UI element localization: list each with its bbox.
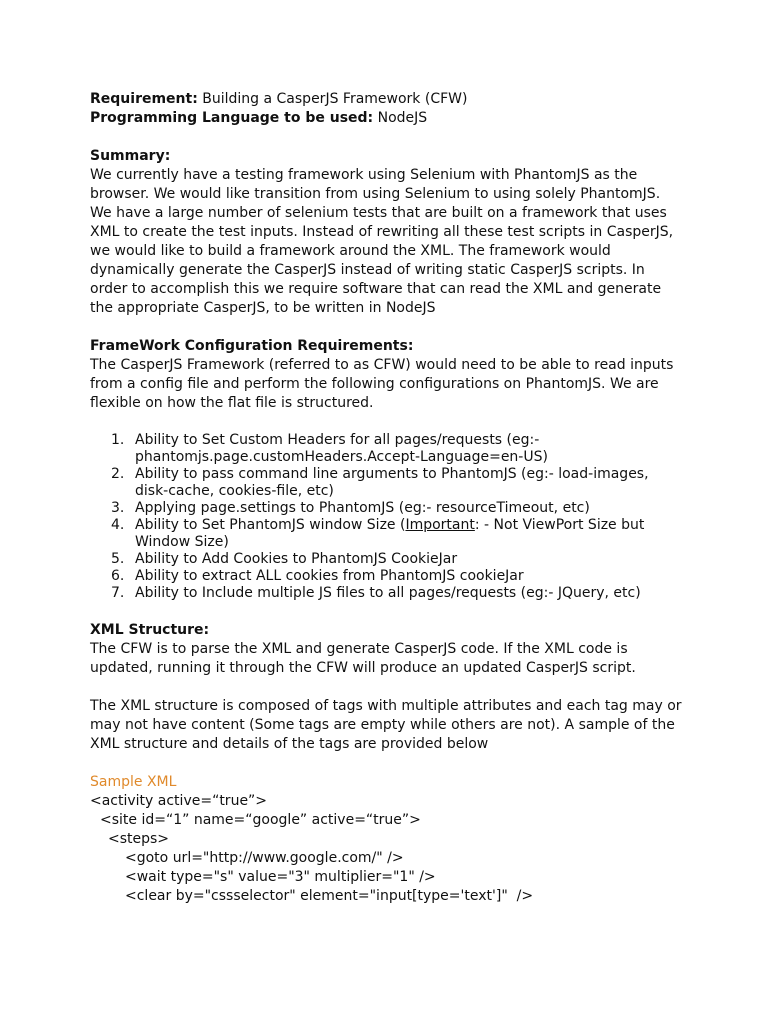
xml-line: XML structure and details of the tags are provided below xyxy=(90,736,489,752)
list-item xyxy=(90,568,690,585)
summary-paragraph xyxy=(90,166,690,318)
language-value: NodeJS xyxy=(373,110,428,126)
important-underlined: Important xyxy=(405,517,475,533)
code-line: <site id=“1” name=“google” active=“true”> xyxy=(100,812,421,828)
config-paragraph xyxy=(90,356,690,413)
list-number: 5. xyxy=(111,551,125,567)
list-number: 2. xyxy=(111,466,125,482)
summary-line: dynamically generate the CasperJS instead of writing static CasperJS scripts. In xyxy=(90,262,645,278)
list-item-text: Window Size) xyxy=(135,534,229,550)
summary-line: XML to create the test inputs. Instead of rewriting all these test scripts in CasperJS, xyxy=(90,224,674,240)
config-requirements-list xyxy=(90,432,690,602)
list-item xyxy=(90,517,690,551)
list-item-text: Applying page.settings to PhantomJS (eg:- resourceTimeout, etc) xyxy=(135,500,590,516)
list-number: 3. xyxy=(111,500,125,516)
code-line: <steps> xyxy=(108,831,170,847)
summary-line: We currently have a testing framework using Selenium with PhantomJS as the xyxy=(90,167,638,183)
list-number: 6. xyxy=(111,568,125,584)
requirement-label: Requirement: xyxy=(90,91,198,107)
summary-line: we would like to build a framework around the XML. The framework would xyxy=(90,243,611,259)
list-item-text xyxy=(135,517,690,534)
xml-line: updated, running it through the CFW will produce an updated CasperJS script. xyxy=(90,660,636,676)
list-number: 1. xyxy=(111,432,125,448)
language-label: Programming Language to be used: xyxy=(90,110,374,126)
list-item xyxy=(90,551,690,568)
config-line: The CasperJS Framework (referred to as CFW) would need to be able to read inputs xyxy=(90,357,674,373)
spacer xyxy=(90,678,690,697)
summary-line: order to accomplish this we require software that can read the XML and generate xyxy=(90,281,662,297)
spacer xyxy=(90,128,690,147)
xml-line: The CFW is to parse the XML and generate CasperJS code. If the XML code is xyxy=(90,641,628,657)
list-number: 4. xyxy=(111,517,125,533)
document-page xyxy=(90,90,690,906)
code-line: <goto url="http://www.google.com/" /> xyxy=(125,850,404,866)
xml-line: The XML structure is composed of tags with multiple attributes and each tag may or xyxy=(90,698,682,714)
config-line: flexible on how the flat file is structured. xyxy=(90,395,374,411)
list-item xyxy=(90,585,690,602)
list-number: 7. xyxy=(111,585,125,601)
code-line: <clear by="cssselector" element="input[type='text']" /> xyxy=(125,888,534,904)
list-item-text: Ability to Add Cookies to PhantomJS CookieJar xyxy=(135,551,458,567)
list-item xyxy=(90,432,690,466)
requirement-line xyxy=(90,90,690,109)
requirement-value: Building a CasperJS Framework (CFW) xyxy=(197,91,468,107)
summary-heading: Summary: xyxy=(90,148,171,164)
spacer xyxy=(90,413,690,432)
summary-line: browser. We would like transition from using Selenium to using solely PhantomJS. xyxy=(90,186,661,202)
list-item-text: disk-cache, cookies-file, etc) xyxy=(135,483,334,499)
xml-paragraph-1 xyxy=(90,640,690,678)
summary-line: the appropriate CasperJS, to be written in NodeJS xyxy=(90,300,436,316)
sample-xml-title: Sample XML xyxy=(90,774,177,790)
spacer xyxy=(90,602,690,621)
xml-line: may not have content (Some tags are empty while others are not). A sample of the xyxy=(90,717,675,733)
list-item-text-part: Ability to Set PhantomJS window Size ( xyxy=(135,517,406,533)
sample-xml-code xyxy=(90,792,690,906)
code-line: <wait type="s" value="3" multiplier="1" /> xyxy=(125,869,436,885)
summary-line: We have a large number of selenium tests that are built on a framework that uses xyxy=(90,205,667,221)
list-item-text: Ability to pass command line arguments to PhantomJS (eg:- load-images, xyxy=(135,466,649,482)
list-item-text: Ability to extract ALL cookies from PhantomJS cookieJar xyxy=(135,568,524,584)
spacer xyxy=(90,754,690,773)
config-heading: FrameWork Configuration Requirements: xyxy=(90,338,414,354)
list-item-text-part: : - Not ViewPort Size but xyxy=(474,517,645,533)
list-item xyxy=(90,500,690,517)
spacer xyxy=(90,318,690,337)
list-item-text: Ability to Include multiple JS files to all pages/requests (eg:- JQuery, etc) xyxy=(135,585,641,601)
xml-heading: XML Structure: xyxy=(90,622,210,638)
code-line: <activity active=“true”> xyxy=(90,793,268,809)
xml-paragraph-2 xyxy=(90,697,690,754)
config-line: from a config file and perform the following configurations on PhantomJS. We are xyxy=(90,376,659,392)
language-line xyxy=(90,109,690,128)
list-item-text: phantomjs.page.customHeaders.Accept-Language=en-US) xyxy=(135,449,548,465)
list-item-text: Ability to Set Custom Headers for all pages/requests (eg:- xyxy=(135,432,540,448)
list-item xyxy=(90,466,690,500)
